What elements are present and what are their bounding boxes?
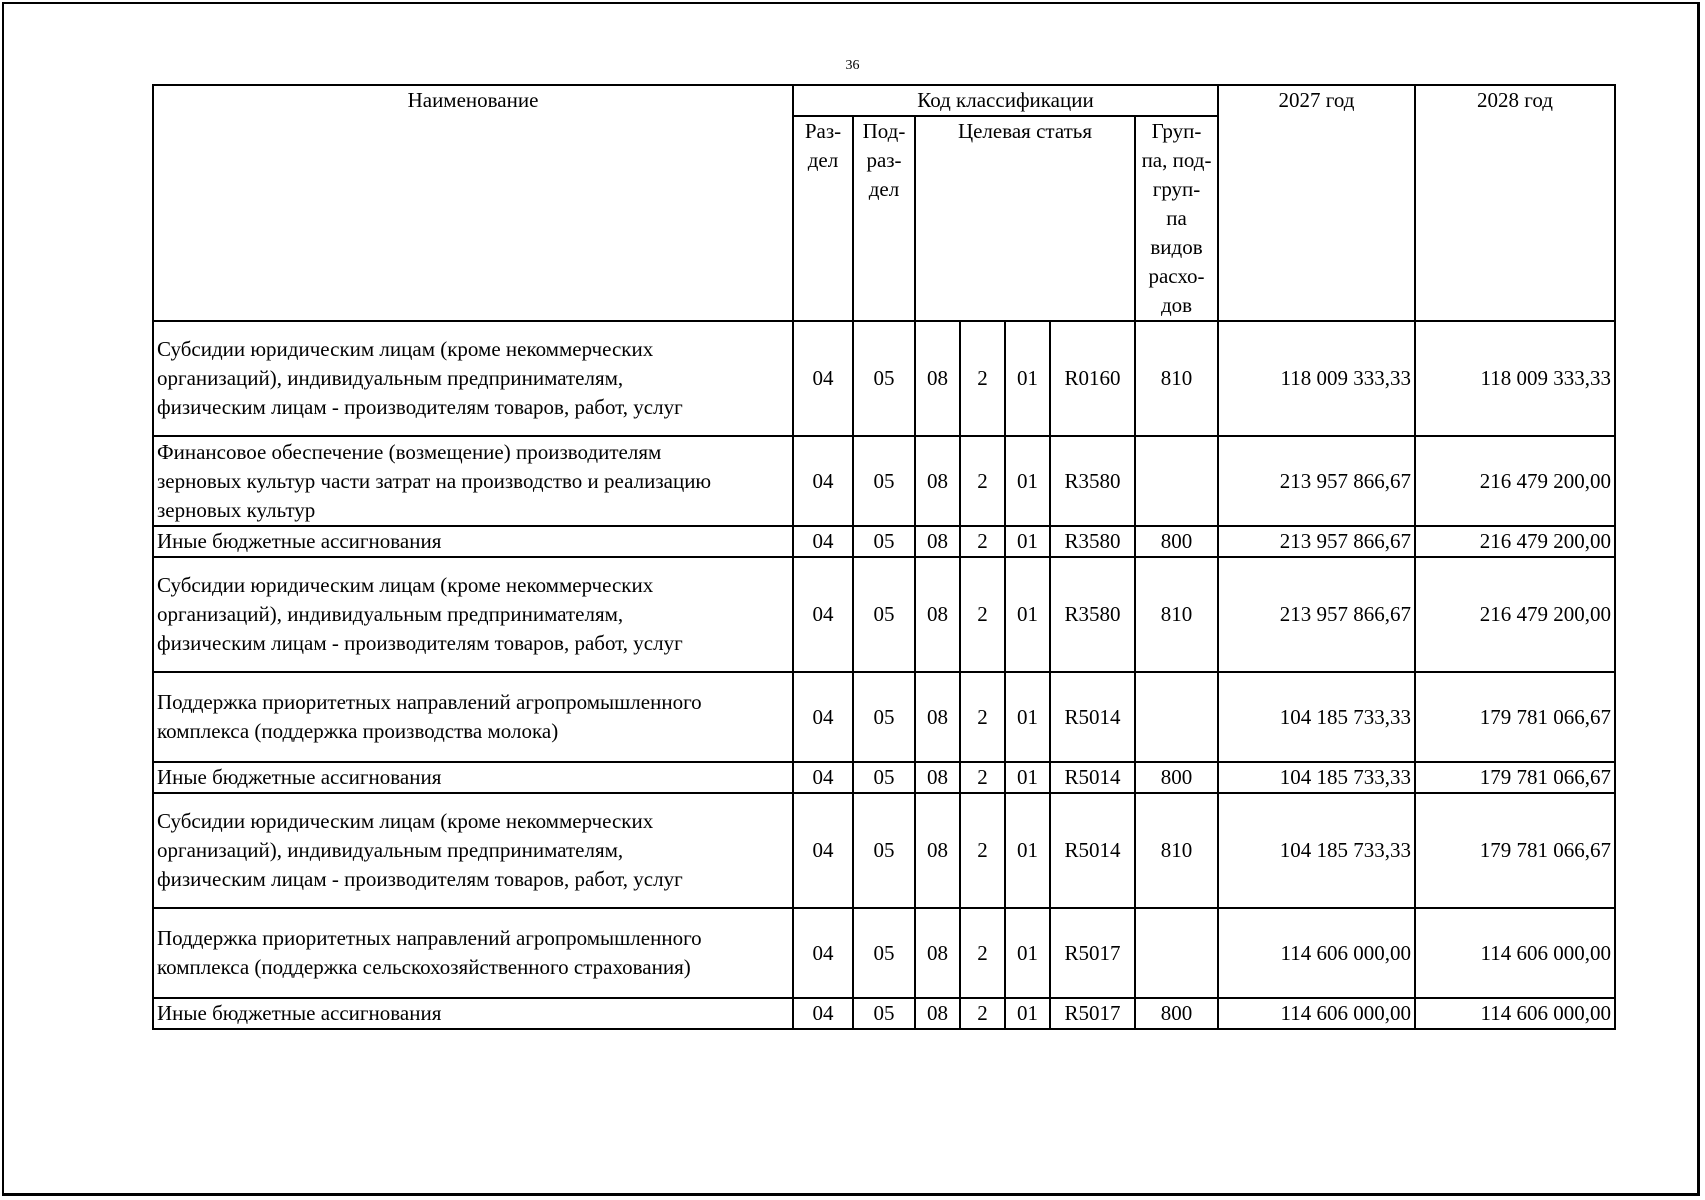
row-section: 04	[793, 762, 853, 793]
header-classification: Код классификации	[793, 85, 1218, 116]
row-expense-group: 810	[1135, 557, 1218, 672]
row-subsection: 05	[853, 793, 915, 908]
row-subsection: 05	[853, 557, 915, 672]
table-row	[153, 436, 1615, 526]
row-target-subprogram: 2	[960, 793, 1005, 908]
row-subsection: 05	[853, 436, 915, 526]
row-name: Финансовое обеспечение (возмещение) производителям зерновых культур части затрат на производство и реализацию зерновых культур	[153, 436, 793, 526]
row-target-event: 01	[1005, 793, 1050, 908]
row-expense-group: 800	[1135, 762, 1218, 793]
row-amount-2027: 104 185 733,33	[1218, 672, 1415, 762]
row-name: Иные бюджетные ассигнования	[153, 762, 793, 793]
row-section: 04	[793, 672, 853, 762]
row-target-direction: R0160	[1050, 321, 1135, 436]
row-target-subprogram: 2	[960, 672, 1005, 762]
row-subsection: 05	[853, 321, 915, 436]
row-target-program: 08	[915, 998, 960, 1029]
row-target-program: 08	[915, 672, 960, 762]
row-amount-2028: 179 781 066,67	[1415, 762, 1615, 793]
row-target-subprogram: 2	[960, 908, 1005, 998]
header-year-2027: 2027 год	[1218, 85, 1415, 321]
row-amount-2027: 114 606 000,00	[1218, 908, 1415, 998]
row-target-event: 01	[1005, 436, 1050, 526]
row-target-program: 08	[915, 908, 960, 998]
row-expense-group	[1135, 908, 1218, 998]
header-expense-group: Груп- па, под- груп- па видов расхо- дов	[1135, 116, 1218, 321]
row-target-subprogram: 2	[960, 526, 1005, 557]
row-section: 04	[793, 557, 853, 672]
row-amount-2027: 104 185 733,33	[1218, 762, 1415, 793]
row-name: Поддержка приоритетных направлений агропромышленного комплекса (поддержка производства молока)	[153, 672, 793, 762]
row-amount-2027: 213 957 866,67	[1218, 557, 1415, 672]
row-name: Иные бюджетные ассигнования	[153, 998, 793, 1029]
page-number: 36	[845, 58, 860, 73]
row-target-direction: R5014	[1050, 762, 1135, 793]
table-row	[153, 321, 1615, 436]
row-amount-2027: 118 009 333,33	[1218, 321, 1415, 436]
row-amount-2027: 104 185 733,33	[1218, 793, 1415, 908]
row-section: 04	[793, 998, 853, 1029]
row-expense-group	[1135, 672, 1218, 762]
row-target-direction: R5017	[1050, 998, 1135, 1029]
header-section: Раз- дел	[793, 116, 853, 321]
row-target-program: 08	[915, 762, 960, 793]
row-target-event: 01	[1005, 998, 1050, 1029]
row-amount-2028: 216 479 200,00	[1415, 526, 1615, 557]
row-target-event: 01	[1005, 672, 1050, 762]
row-section: 04	[793, 908, 853, 998]
row-name: Субсидии юридическим лицам (кроме некоммерческих организаций), индивидуальным предпринимателям, физическим лицам - производителям товаров, работ, услуг	[153, 321, 793, 436]
row-subsection: 05	[853, 672, 915, 762]
row-amount-2028: 114 606 000,00	[1415, 998, 1615, 1029]
row-amount-2027: 213 957 866,67	[1218, 436, 1415, 526]
row-target-direction: R5014	[1050, 672, 1135, 762]
table-row	[153, 557, 1615, 672]
row-target-event: 01	[1005, 321, 1050, 436]
row-target-subprogram: 2	[960, 321, 1005, 436]
row-amount-2028: 114 606 000,00	[1415, 908, 1615, 998]
row-target-event: 01	[1005, 557, 1050, 672]
row-section: 04	[793, 436, 853, 526]
table-row	[153, 672, 1615, 762]
row-name: Субсидии юридическим лицам (кроме некоммерческих организаций), индивидуальным предпринимателям, физическим лицам - производителям товаров, работ, услуг	[153, 793, 793, 908]
row-amount-2028: 216 479 200,00	[1415, 557, 1615, 672]
row-expense-group: 800	[1135, 998, 1218, 1029]
row-target-event: 01	[1005, 526, 1050, 557]
row-amount-2028: 216 479 200,00	[1415, 436, 1615, 526]
header-target-article: Целевая статья	[915, 116, 1135, 321]
row-target-subprogram: 2	[960, 762, 1005, 793]
header-subsection: Под- раз- дел	[853, 116, 915, 321]
row-target-program: 08	[915, 793, 960, 908]
row-subsection: 05	[853, 762, 915, 793]
row-target-direction: R5014	[1050, 793, 1135, 908]
row-target-program: 08	[915, 526, 960, 557]
table-row	[153, 526, 1615, 557]
row-target-subprogram: 2	[960, 436, 1005, 526]
row-subsection: 05	[853, 908, 915, 998]
row-target-direction: R3580	[1050, 526, 1135, 557]
row-target-event: 01	[1005, 908, 1050, 998]
row-amount-2028: 118 009 333,33	[1415, 321, 1615, 436]
row-section: 04	[793, 321, 853, 436]
row-target-subprogram: 2	[960, 557, 1005, 672]
row-name: Поддержка приоритетных направлений агропромышленного комплекса (поддержка сельскохозяйственного страхования)	[153, 908, 793, 998]
row-name: Субсидии юридическим лицам (кроме некоммерческих организаций), индивидуальным предпринимателям, физическим лицам - производителям товаров, работ, услуг	[153, 557, 793, 672]
table-row	[153, 762, 1615, 793]
header-name: Наименование	[153, 85, 793, 321]
row-target-direction: R5017	[1050, 908, 1135, 998]
row-target-direction: R3580	[1050, 557, 1135, 672]
row-target-subprogram: 2	[960, 998, 1005, 1029]
row-name: Иные бюджетные ассигнования	[153, 526, 793, 557]
row-target-program: 08	[915, 436, 960, 526]
row-target-direction: R3580	[1050, 436, 1135, 526]
row-subsection: 05	[853, 526, 915, 557]
row-expense-group: 810	[1135, 321, 1218, 436]
row-target-program: 08	[915, 557, 960, 672]
row-section: 04	[793, 793, 853, 908]
row-amount-2027: 114 606 000,00	[1218, 998, 1415, 1029]
budget-table	[152, 84, 1616, 1030]
row-subsection: 05	[853, 998, 915, 1029]
row-expense-group: 800	[1135, 526, 1218, 557]
row-expense-group: 810	[1135, 793, 1218, 908]
row-section: 04	[793, 526, 853, 557]
row-amount-2027: 213 957 866,67	[1218, 526, 1415, 557]
row-amount-2028: 179 781 066,67	[1415, 793, 1615, 908]
row-target-program: 08	[915, 321, 960, 436]
table-row	[153, 998, 1615, 1029]
header-year-2028: 2028 год	[1415, 85, 1615, 321]
row-expense-group	[1135, 436, 1218, 526]
row-amount-2028: 179 781 066,67	[1415, 672, 1615, 762]
table-row	[153, 793, 1615, 908]
row-target-event: 01	[1005, 762, 1050, 793]
table-row	[153, 908, 1615, 998]
